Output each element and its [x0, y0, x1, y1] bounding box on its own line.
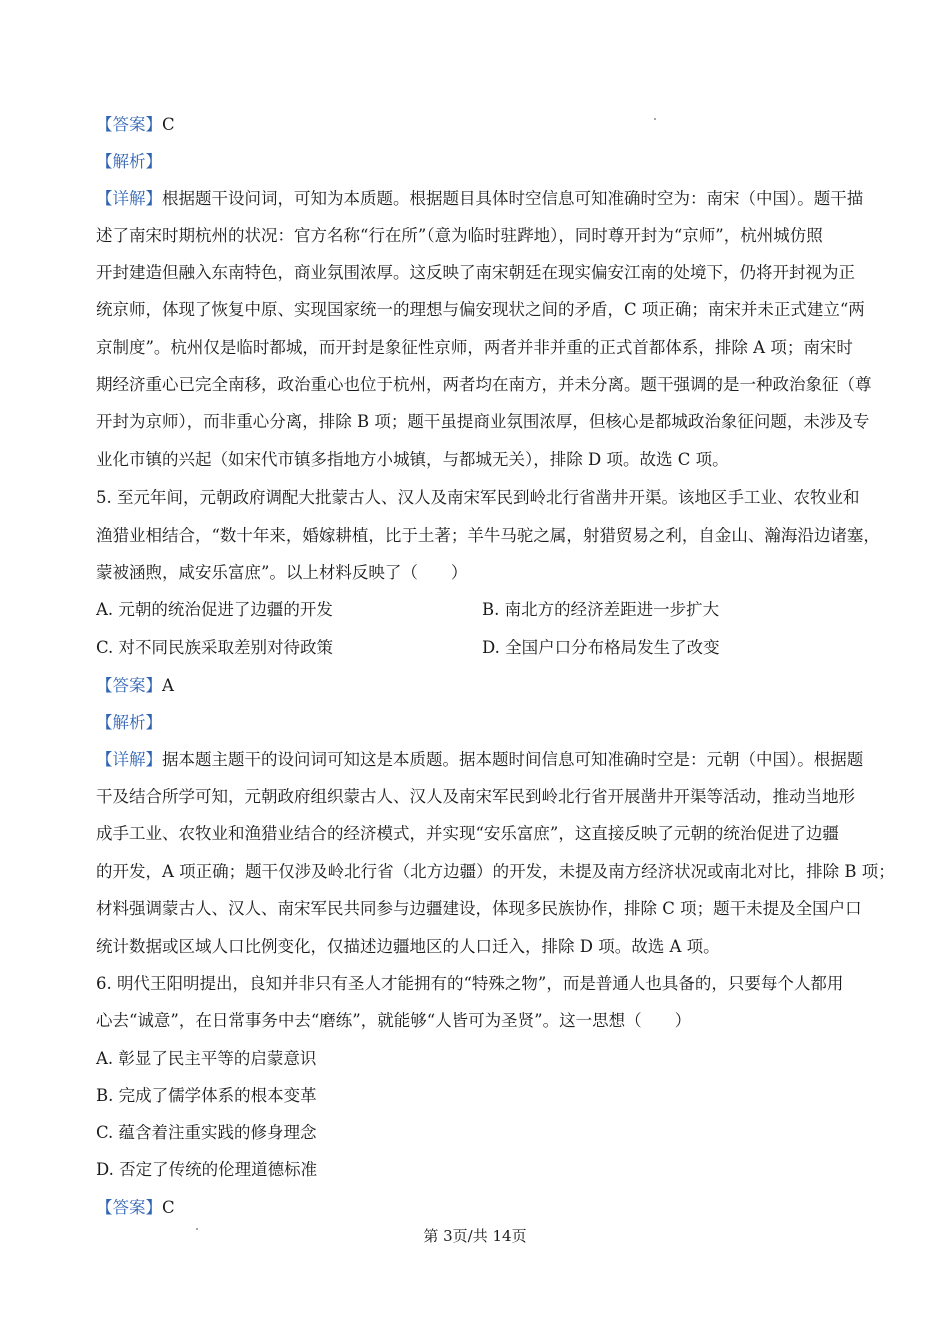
q4-detail-line: 期经济重心已完全南移，政治重心也位于杭州，两者均在南方，并未分离。题干强调的是一种政治象征（尊	[96, 375, 872, 394]
q5-detail-line: 干及结合所学可知，元朝政府组织蒙古人、汉人及南宋军民到岭北行省开展凿井开渠等活动，推动当地形	[96, 787, 855, 806]
answer-tag: 【答案】	[96, 115, 162, 134]
page-footer: 第 3页/共 14页	[423, 1227, 527, 1245]
q5-option-d: D. 全国户口分布格局发生了改变	[482, 638, 720, 657]
q6-option-c: C. 蕴含着注重实践的修身理念	[96, 1123, 317, 1142]
q6-stem-line: 6. 明代王阳明提出，良知并非只有圣人才能拥有的“特殊之物”，而是普通人也具备的，只要每个人都用	[96, 974, 844, 993]
q5-option-c: C. 对不同民族采取差别对待政策	[96, 638, 334, 657]
q4-detail-line: 统京师，体现了恢复中原、实现国家统一的理想与偏安现状之间的矛盾，C 项正确；南宋并未正式建立“两	[96, 300, 865, 319]
answer-tag: 【答案】	[96, 676, 162, 695]
q5-answer	[96, 676, 174, 696]
q4-detail-line: 开封为京师），而非重心分离，排除 B 项；题干虽提商业氛围浓厚，但核心是都城政治象征问题，未涉及专	[96, 412, 870, 431]
q5-stem-line: 渔猎业相结合，“数十年来，婚嫁耕植，比于土著；羊牛马驼之属，射猎贸易之利，自金山、瀚海沿边诸塞，	[96, 526, 880, 545]
answer-value: A	[162, 676, 174, 695]
q6-option-b: B. 完成了儒学体系的根本变革	[96, 1086, 317, 1105]
detail-tag: 【详解】	[96, 750, 162, 769]
q5-detail-line: 的开发，A 项正确；题干仅涉及岭北行省（北方边疆）的开发，未提及南方经济状况或南北对比，排除 B 项；	[96, 862, 895, 881]
answer-value: C	[162, 1198, 175, 1217]
q5-option-b: B. 南北方的经济差距进一步扩大	[482, 600, 720, 619]
q4-answer	[96, 115, 175, 135]
scan-speck	[654, 118, 656, 120]
q5-detail-line: 统计数据或区域人口比例变化，仅描述边疆地区的人口迁入，排除 D 项。故选 A 项。	[96, 937, 720, 956]
q5-analysis-heading: 【解析】	[96, 713, 162, 732]
q5-option-a: A. 元朝的统治促进了边疆的开发	[96, 600, 333, 619]
q5-detail-line: 材料强调蒙古人、汉人、南宋军民共同参与边疆建设，体现多民族协作，排除 C 项；题干未提及全国户口	[96, 899, 862, 918]
q5-stem-line: 5. 至元年间，元朝政府调配大批蒙古人、汉人及南宋军民到岭北行省凿井开渠。该地区手工业、农牧业和	[96, 488, 860, 507]
q6-answer	[96, 1198, 175, 1218]
q6-option-a: A. 彰显了民主平等的启蒙意识	[96, 1049, 317, 1068]
q5-detail-line: 成手工业、农牧业和渔猎业结合的经济模式，并实现“安乐富庶”，这直接反映了元朝的统治促进了边疆	[96, 824, 839, 843]
q4-analysis-heading: 【解析】	[96, 152, 162, 171]
q4-detail-line: 【详解】根据题干设问词，可知为本质题。根据题目具体时空信息可知准确时空为：南宋（中国）。题干描	[96, 189, 864, 208]
answer-value: C	[162, 115, 175, 134]
q4-detail-line: 述了南宋时期杭州的状况：官方名称“行在所”（意为临时驻跸地），同时尊开封为“京师”，杭州城仿照	[96, 226, 823, 245]
detail-tag: 【详解】	[96, 189, 162, 208]
q5-stem-line: 蒙被涵煦，咸安乐富庶”。以上材料反映了（ ）	[96, 563, 468, 582]
q5-detail-line: 【详解】据本题主题干的设问词可知这是本质题。据本题时间信息可知准确时空是：元朝（中国）。根据题	[96, 750, 864, 769]
q4-detail-line: 京制度”。杭州仅是临时都城，而开封是象征性京师，两者并非并重的正式首都体系，排除 A 项；南宋时	[96, 338, 853, 357]
answer-tag: 【答案】	[96, 1198, 162, 1217]
q4-detail-line: 业化市镇的兴起（如宋代市镇多指地方小城镇，与都城无关），排除 D 项。故选 C 项。	[96, 450, 729, 469]
q6-stem-line: 心去“诚意”，在日常事务中去“磨练”，就能够“人皆可为圣贤”。这一思想（ ）	[96, 1011, 692, 1030]
q4-detail-line: 开封建造但融入东南特色，商业氛围浓厚。这反映了南宋朝廷在现实偏安江南的处境下，仍将开封视为正	[96, 263, 855, 282]
q6-option-d: D. 否定了传统的伦理道德标准	[96, 1160, 318, 1179]
